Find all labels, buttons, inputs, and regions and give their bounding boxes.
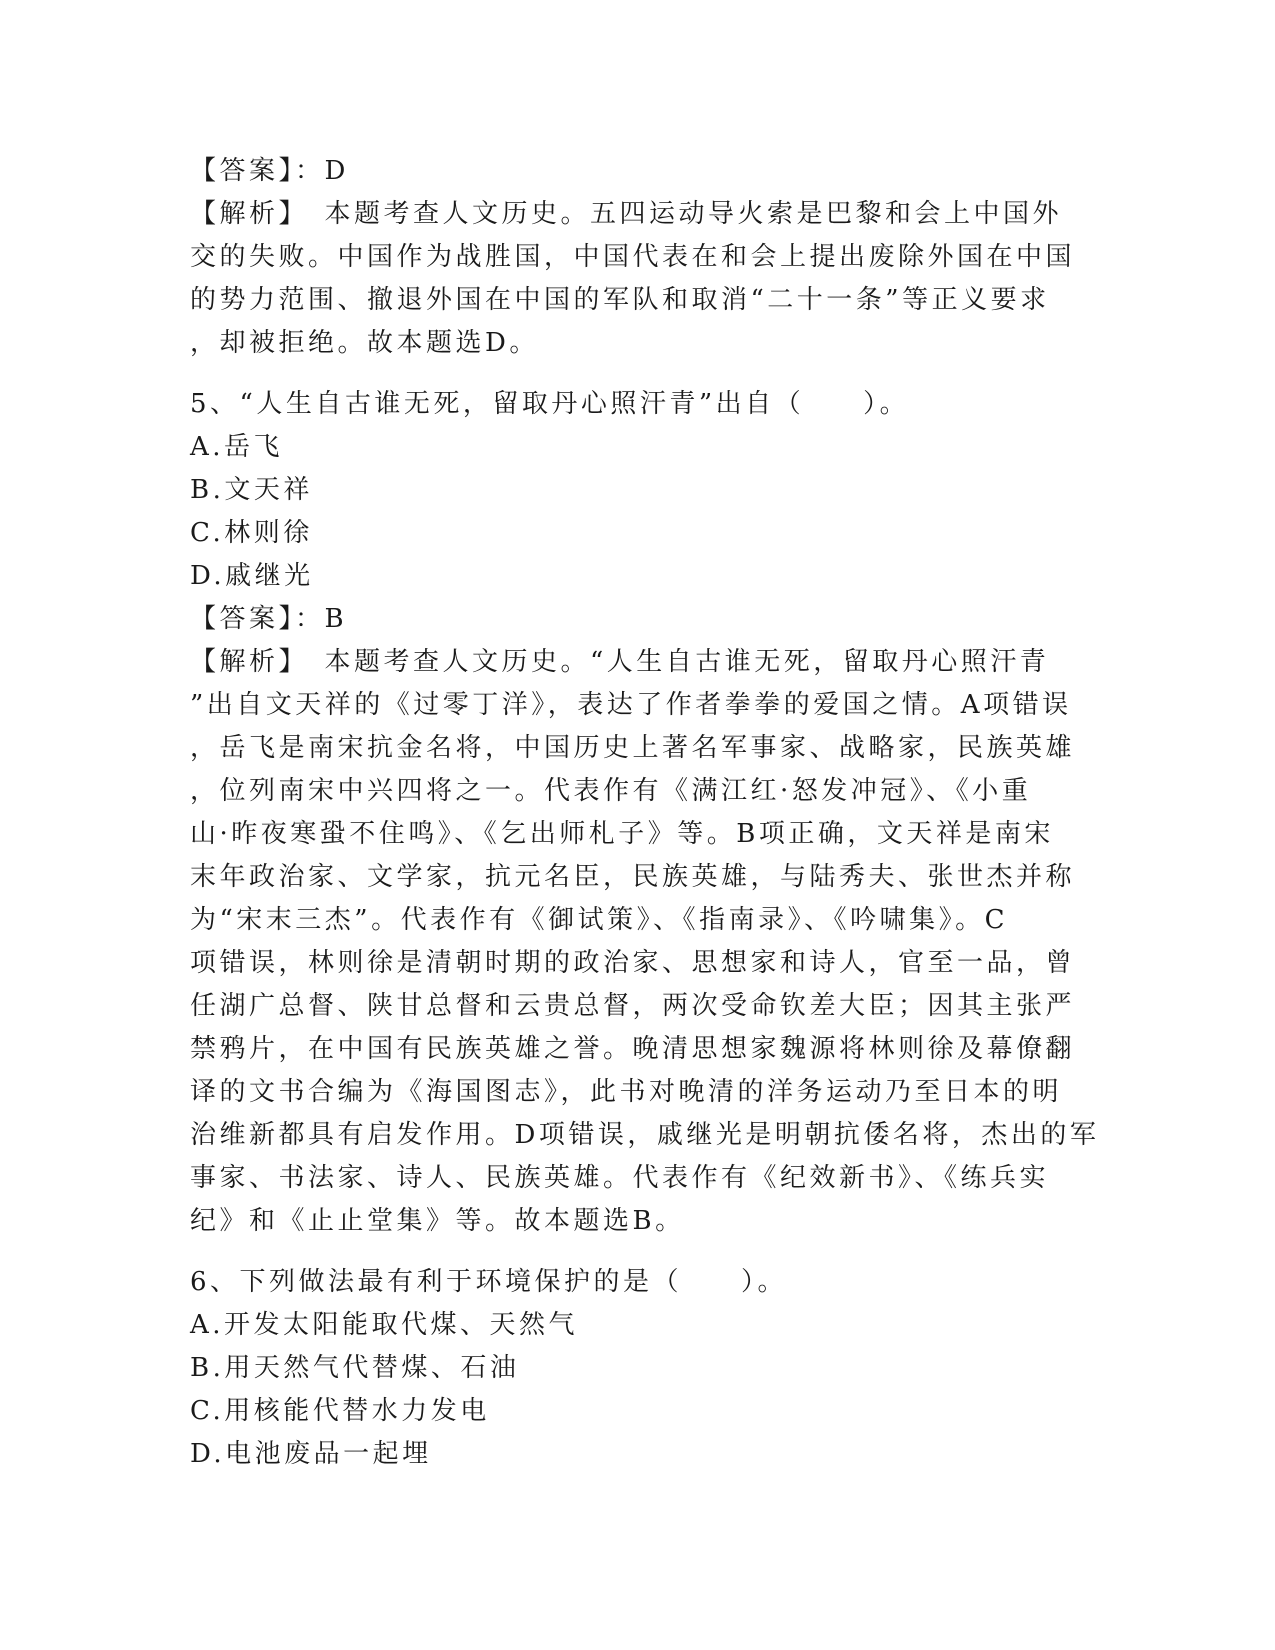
analysis-line: 山·昨夜寒蛩不住鸣》、《乞出师札子》等。B项正确，文天祥是南宋 [190,819,1054,849]
analysis-line: ，却被拒绝。故本题选D。 [190,328,539,358]
question-5 [190,383,1100,1243]
option-b: B.文天祥 [190,475,313,505]
analysis-line: ，岳飞是南宋抗金名将，中国历史上著名军事家、战略家，民族英雄 [190,733,1076,763]
analysis-line: 译的文书合编为《海国图志》，此书对晚清的洋务运动乃至日本的明 [190,1077,1063,1107]
analysis-line: 治维新都具有启发作用。D项错误，戚继光是明朝抗倭名将，杰出的军 [190,1120,1100,1150]
analysis-line: 任湖广总督、陕甘总督和云贵总督，两次受命钦差大臣；因其主张严 [190,991,1076,1021]
document-page [190,150,1100,1476]
analysis-line: 末年政治家、文学家，抗元名臣，民族英雄，与陆秀夫、张世杰并称 [190,862,1076,892]
answer-line: 【答案】：D [190,156,349,186]
analysis-line: ，位列南宋中兴四将之一。代表作有《满江红·怒发冲冠》、《小重 [190,776,1032,806]
answer-line: 【答案】：B [190,604,348,634]
option-b: B.用天然气代替煤、石油 [190,1353,520,1383]
analysis-line: 禁鸦片，在中国有民族英雄之誉。晚清思想家魏源将林则徐及幕僚翻 [190,1034,1076,1064]
question-stem: 5、“人生自古谁无死，留取丹心照汗青”出自（ ）。 [190,389,910,419]
option-a: A.岳飞 [190,432,284,462]
option-a: A.开发太阳能取代煤、天然气 [190,1310,579,1340]
analysis-line: 的势力范围、撤退外国在中国的军队和取消“二十一条”等正义要求 [190,285,1050,315]
option-c: C.林则徐 [190,518,313,548]
analysis-line: 事家、书法家、诗人、民族英雄。代表作有《纪效新书》、《练兵实 [190,1163,1050,1193]
analysis-line: 项错误，林则徐是清朝时期的政治家、思想家和诗人，官至一品，曾 [190,948,1076,978]
analysis-line: 交的失败。中国作为战胜国，中国代表在和会上提出废除外国在中国 [190,242,1076,272]
analysis-line: 【解析】 本题考查人文历史。“人生自古谁无死，留取丹心照汗青 [190,647,1050,677]
analysis-line: 【解析】 本题考查人文历史。五四运动导火索是巴黎和会上中国外 [190,199,1063,229]
analysis-line: ”出自文天祥的《过零丁洋》，表达了作者拳拳的爱国之情。A项错误 [190,690,1072,720]
option-d: D.电池废品一起埋 [190,1439,432,1469]
analysis-line: 纪》和《止止堂集》等。故本题选B。 [190,1206,685,1236]
section-answer-4 [190,150,1090,365]
question-stem: 6、下列做法最有利于环境保护的是（ ）。 [190,1267,788,1297]
option-d: D.戚继光 [190,561,314,591]
option-c: C.用核能代替水力发电 [190,1396,490,1426]
question-6 [190,1261,1090,1476]
analysis-line: 为“宋末三杰”。代表作有《御试策》、《指南录》、《吟啸集》。C [190,905,1008,935]
